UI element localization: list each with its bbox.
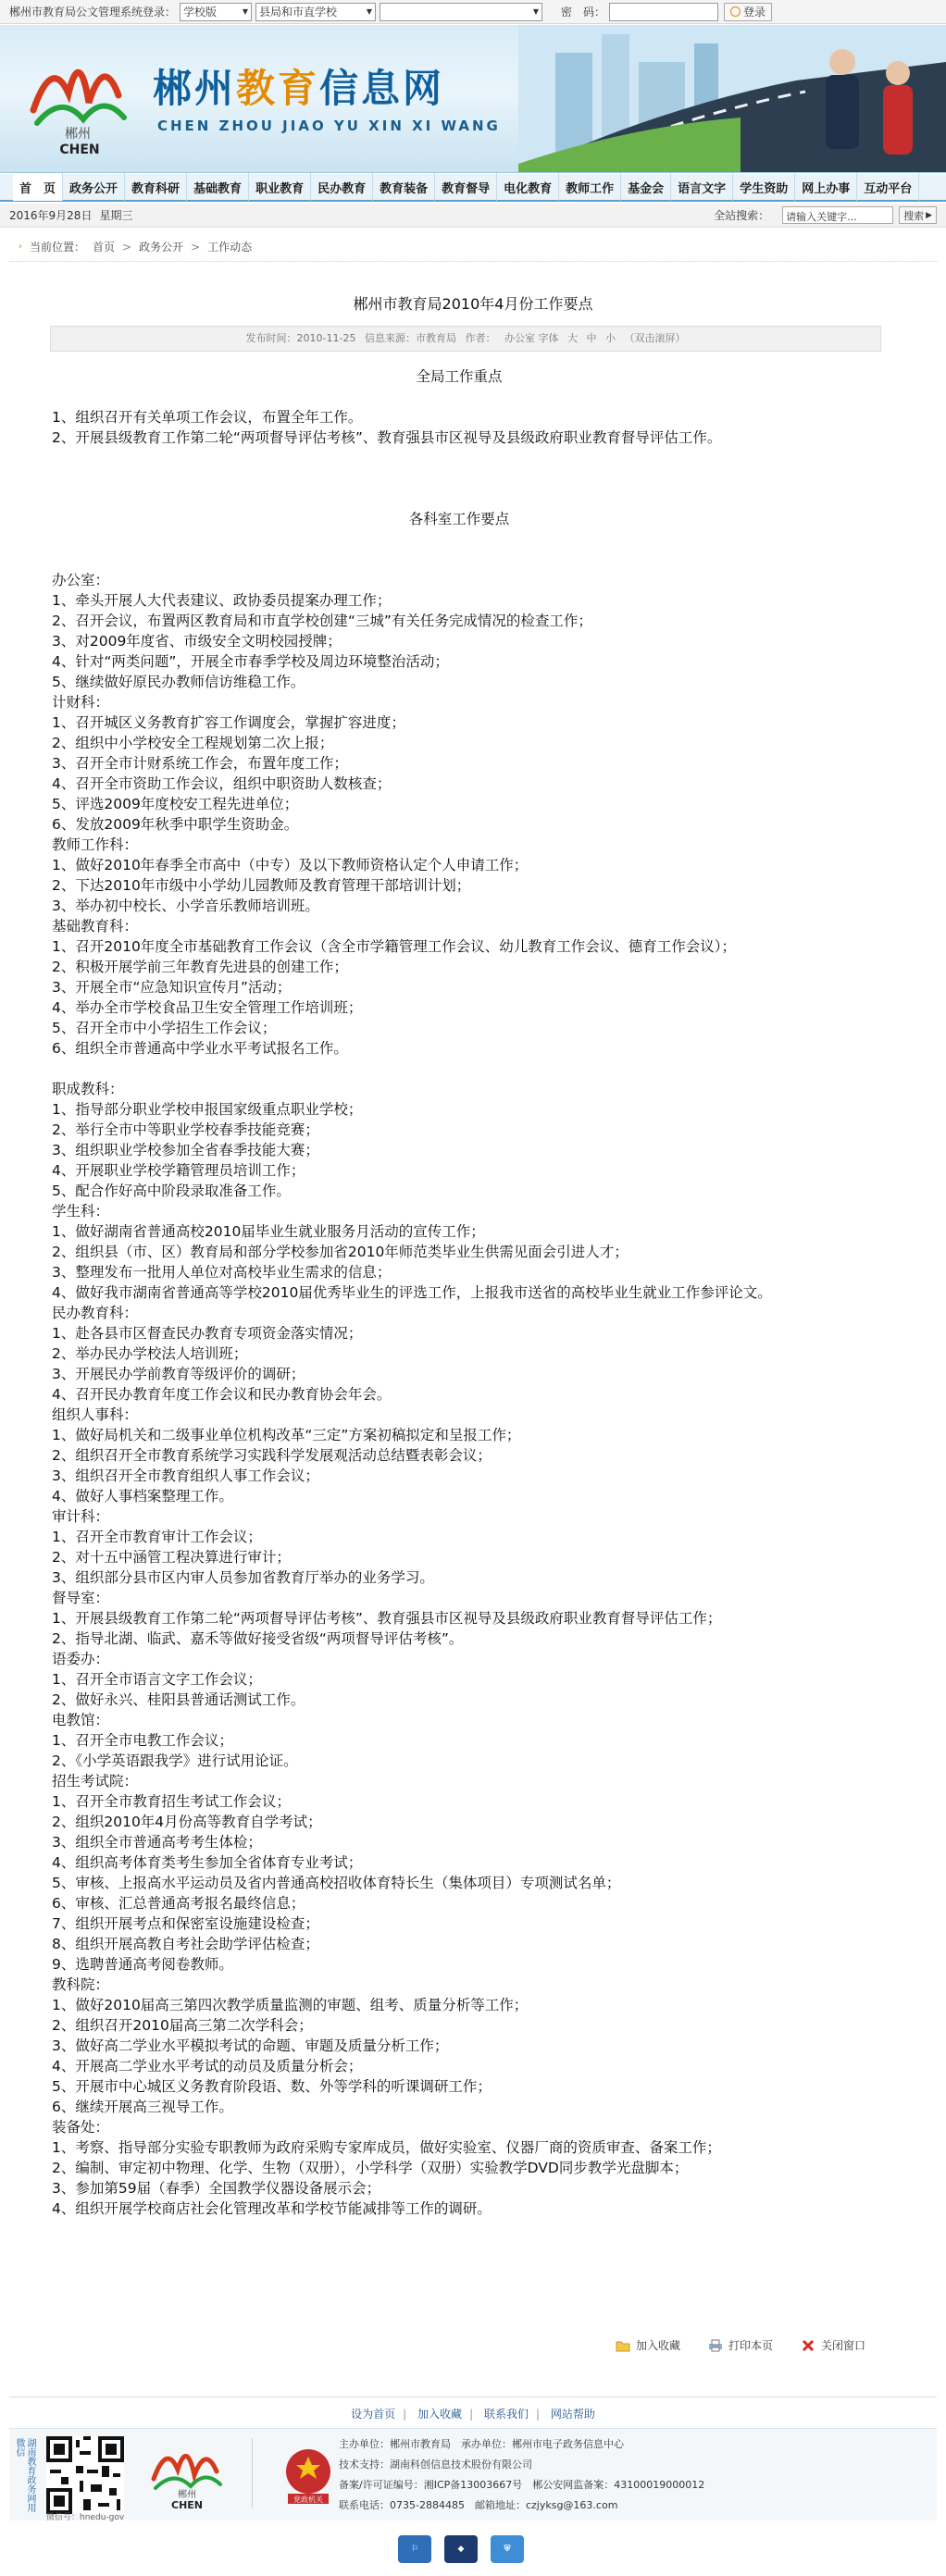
footer-link-homepage[interactable]: 设为首页 (351, 2408, 396, 2421)
article-meta (50, 326, 881, 352)
add-favorite-button[interactable] (616, 2337, 680, 2353)
arrow-right-icon: › (19, 242, 22, 252)
arrow-right-icon: ▶ (926, 210, 932, 220)
article-line: 1、做好局机关和二级事业单位机构改革“三定”方案初稿拟定和呈报工作； (52, 1427, 521, 1443)
section-heading: 全局工作重点 (416, 368, 503, 385)
meta-published: 发布时间：2010-11-25 (245, 332, 356, 344)
article-tools (616, 2337, 865, 2353)
current-weekday: 星期三 (99, 209, 133, 222)
footer-separator: | (535, 2408, 540, 2421)
article-line: 1、召开全市电教工作会议； (52, 1732, 233, 1749)
login-bar (0, 0, 946, 24)
print-button[interactable] (708, 2337, 773, 2353)
nav-item[interactable]: 政务公开 (63, 173, 125, 201)
password-label: 密 码： (561, 6, 606, 19)
close-window-label: 关闭窗口 (821, 2339, 866, 2352)
article-line: 装备处： (52, 2119, 110, 2136)
banner-scene (518, 25, 946, 173)
article-line: 3、整理发布一批用人单位对高校毕业生需求的信息； (52, 1264, 392, 1281)
breadcrumb-home[interactable]: 首页 (93, 241, 116, 254)
font-size-medium[interactable]: 中 (586, 332, 597, 344)
article-line: 教师工作科： (52, 836, 139, 853)
article-line: 6、组织全市普通高中学业水平考试报名工作。 (52, 1040, 348, 1057)
folder-icon (616, 2339, 630, 2352)
article-line: 基础教育科： (52, 918, 139, 935)
article-line: 1、考察、指导部分实验专职教师为政府采购专家库成员，做好实验室、仪器厂商的资质审查、备案工作； (52, 2139, 721, 2156)
print-label: 打印本页 (728, 2339, 774, 2352)
article-line: 1、组织召开有关单项工作会议，布置全年工作。 (52, 409, 363, 426)
breadcrumb (19, 239, 252, 254)
footer-link-help[interactable]: 网站帮助 (550, 2408, 595, 2421)
article-line: 3、对2009年度省、市级安全文明校园授牌； (52, 633, 342, 650)
article-line: 5、召开全市中小学招生工作会议； (52, 1020, 277, 1036)
site-title (153, 58, 444, 114)
article-line: 1、召开全市教育招生考试工作会议； (52, 1793, 291, 1810)
article-line: 3、开展民办学前教育等级评价的调研； (52, 1366, 305, 1382)
article-line: 9、选聘普通高考阅卷教师。 (52, 1956, 233, 1973)
nav-item[interactable]: 电化教育 (497, 173, 559, 201)
password-input[interactable] (609, 3, 718, 21)
footer-contact: 联系电话：0735-2884485 邮箱地址：czjyksg@163.com (339, 2499, 618, 2511)
logo-text: 郴州 (65, 127, 91, 142)
nav-item[interactable]: 首 页 (13, 173, 63, 201)
article-line: 民办教育科： (52, 1305, 139, 1321)
article-line: 办公室： (52, 572, 110, 588)
qr-caption: 湖南教育政务网用微信 (14, 2438, 35, 2512)
site-logo[interactable] (24, 38, 135, 158)
site-subtitle: CHEN ZHOU JIAO YU XIN XI WANG (157, 118, 501, 134)
footer-icp: 备案/许可证编号：湘ICP备13003667号 郴公安网监备案：43100019000012 (339, 2479, 705, 2491)
article-line: 2、组织中小学校安全工程规划第二次上报； (52, 735, 334, 751)
article-line: 2、开展县级教育工作第二轮“两项督导评估考核”、教育强县市区视导及县级政府职业教育督导评估工作。 (52, 429, 722, 446)
district-select[interactable] (255, 3, 376, 21)
article-line: 3、举办初中校长、小学音乐教师培训班。 (52, 898, 319, 914)
close-icon (801, 2339, 815, 2352)
footer-sponsor: 主办单位：郴州市教育局 承办单位：郴州市电子政务信息中心 (339, 2438, 624, 2450)
article-line: 8、组织开展高教自考社会助学评估检查； (52, 1936, 319, 1952)
search-button[interactable] (899, 206, 937, 224)
article-line: 5、审核、上报高水平运动员及省内普通高校招收体育特长生（集体项目）专项测试名单； (52, 1875, 621, 1891)
article-line: 5、开展市中心城区义务教育阶段语、数、外等学科的听课调研工作； (52, 2078, 492, 2095)
site-title-highlight: 教育 (236, 66, 320, 111)
article-line: 2、组织召开全市教育系统学习实践科学发展观活动总结暨表彰会议； (52, 1447, 492, 1464)
article-line: 督导室： (52, 1590, 110, 1606)
breadcrumb-divider (9, 261, 937, 262)
article-line: 3、开展全市“应急知识宣传月”活动； (52, 979, 292, 996)
article-line: 3、组织召开全市教育组织人事工作会议； (52, 1468, 319, 1484)
article-line: 2、组织召开2010届高三第二次学科会； (52, 2017, 313, 2034)
chevron-down-icon: ▼ (532, 7, 540, 16)
section-list (52, 570, 866, 2219)
article-line: 2、积极开展学前三年教育先进县的创建工作； (52, 959, 348, 975)
footer-link-contact[interactable]: 联系我们 (483, 2408, 529, 2421)
article-line: 1、做好2010届高三第四次教学质量监测的审题、组考、质量分析等工作； (52, 1997, 529, 2013)
footer-logo-sub: CHEN (171, 2499, 203, 2510)
footer-badges (398, 2535, 524, 2563)
article-line: 4、开展高二学业水平考试的动员及质量分析会； (52, 2058, 363, 2074)
article-line: 3、组织全市普通高考考生体检； (52, 1834, 262, 1851)
article-line: 1、指导部分职业学校申报国家级重点职业学校； (52, 1101, 363, 1118)
login-label: 郴州市教育局公文管理系统登录： (9, 6, 177, 19)
site-title-part2: 信息网 (319, 66, 445, 111)
nav-item[interactable]: 语言文字 (671, 173, 733, 201)
badge-text: 党政机关 (293, 2496, 323, 2504)
section-list (52, 407, 866, 448)
nav-item[interactable]: 基金会 (621, 173, 671, 201)
article-line: 教科院： (52, 1976, 110, 1993)
footer-logo-text: 郴州 (178, 2490, 196, 2500)
police-badge-icon[interactable]: ⚐ (398, 2535, 431, 2563)
article-line: 计财科： (52, 694, 110, 711)
article-line: 4、开展职业学校学籍管理员培训工作； (52, 1162, 305, 1179)
nav-item[interactable]: 民办教育 (311, 173, 373, 201)
article-line: 3、组织职业学校参加全省春季技能大赛； (52, 1142, 319, 1158)
main-nav (0, 174, 946, 202)
article-line: 2、《小学英语跟我学》进行试用论证。 (52, 1752, 298, 1769)
article-line: 2、编制、审定初中物理、化学、生物（双册），小学科学（双册）实验教学DVD同步教学光盘脚本； (52, 2160, 689, 2176)
nav-item[interactable]: 网上办事 (795, 173, 857, 201)
article-line: 1、召开全市教育审计工作会议； (52, 1529, 262, 1545)
nav-item[interactable]: 教育科研 (125, 173, 187, 201)
footer-logo (146, 2436, 230, 2510)
breadcrumb-current[interactable]: 工作动态 (207, 241, 253, 254)
current-date: 2016年9月28日 (9, 209, 93, 222)
article-line: 1、召开2010年度全市基础教育工作会议（含全市学籍管理工作会议、幼儿教育工作会议、德育工作会议）； (52, 938, 737, 955)
article-line: 组织人事科： (52, 1406, 139, 1423)
article-line: 审计科： (52, 1508, 110, 1525)
font-size-large[interactable]: 大 (566, 332, 578, 344)
breadcrumb-separator: > (191, 240, 201, 254)
footer (9, 2428, 937, 2520)
banner (0, 25, 946, 173)
site-title-part1: 郴州 (153, 66, 237, 111)
chevron-down-icon: ▼ (242, 7, 249, 16)
login-button[interactable] (724, 3, 772, 21)
district-value: 县局和市直学校 (259, 6, 338, 19)
article-body (52, 366, 866, 2219)
breadcrumb-label: 当前位置： (30, 241, 86, 254)
article-line: 6、发放2009年秋季中职学生资助金。 (52, 816, 299, 833)
article-line: 3、参加第59届（春季）全国教学仪器设备展示会； (52, 2180, 381, 2197)
gov-badge[interactable] (282, 2447, 334, 2505)
article-line: 2、组织2010年4月份高等教育自学考试； (52, 1814, 322, 1830)
article-line: 1、召开全市语言文字工作会议； (52, 1671, 262, 1688)
article-line: 职成教科： (52, 1081, 124, 1097)
section-heading: 各科室工作要点 (408, 511, 510, 527)
article-line: 4、召开民办教育年度工作会议和民办教育协会年会。 (52, 1386, 392, 1403)
print-icon (708, 2339, 723, 2352)
meta-author: 作者： (465, 332, 496, 344)
footer-info (339, 2434, 704, 2516)
article-line: 2、召开会议，布置两区教育局和市直学校创建“三城”有关任务完成情况的检查工作； (52, 613, 592, 629)
qr-wechat-id: 微信号：hnedu-gov (46, 2513, 125, 2522)
article-line: 4、针对“两类问题”，开展全市春季学校及周边环境整治活动； (52, 653, 449, 670)
article-line: 1、召开城区义务教育扩容工作调度会，掌握扩容进度； (52, 714, 405, 731)
article-line: 3、组织部分县市区内审人员参加省教育厅举办的业务学习。 (52, 1569, 434, 1586)
article-line: 7、组织开展考点和保密室设施建设检查； (52, 1915, 319, 1932)
footer-tech-support: 技术支持：湖南科创信息技术股份有限公司 (339, 2458, 532, 2471)
chevron-down-icon: ▼ (366, 7, 373, 16)
article-line: 语委办： (52, 1651, 110, 1667)
security-badge-icon[interactable]: ◆ (444, 2535, 478, 2563)
nav-item[interactable]: 教育督导 (435, 173, 497, 201)
meta-dblclick-hint: （双击滚屏） (624, 332, 686, 344)
article-line: 1、开展县级教育工作第二轮“两项督导评估考核”、教育强县市区视导及县级政府职业教育督导评估工作； (52, 1610, 722, 1627)
article-line (52, 1059, 866, 1079)
meta-source: 信息来源：市教育局 (364, 332, 456, 344)
article-line: 2、组织县（市、区）教育局和部分学校参加省2010年师范类毕业生供需见面会引进人才； (52, 1244, 629, 1260)
add-favorite-label: 加入收藏 (636, 2339, 681, 2352)
unit-type-value: 学校版 (183, 6, 218, 19)
nav-item[interactable]: 教育装备 (373, 173, 435, 201)
nav-item[interactable]: 基础教育 (187, 173, 249, 201)
article-line: 1、牵头开展人大代表建议、政协委员提案办理工作； (52, 592, 392, 609)
search-input[interactable]: 请输入关键字... (782, 206, 893, 224)
article-line: 5、配合作好高中阶段录取准备工作。 (52, 1183, 291, 1199)
close-window-button[interactable] (801, 2337, 865, 2353)
nav-item[interactable]: 教师工作 (559, 173, 621, 201)
logo-sub: CHEN (59, 142, 100, 157)
nav-item[interactable]: 互动平台 (857, 173, 919, 201)
footer-divider (9, 2396, 937, 2397)
spacer (52, 448, 866, 509)
article-line: 2、指导北湖、临武、嘉禾等做好接受省级“两项督导评估考核”。 (52, 1630, 464, 1647)
article-line: 1、赴各县市区督查民办教育专项资金落实情况； (52, 1325, 363, 1342)
article-line: 2、举行全市中等职业学校春季技能竞赛； (52, 1121, 319, 1138)
breadcrumb-category[interactable]: 政务公开 (139, 241, 184, 254)
article-line: 电教馆： (52, 1712, 110, 1728)
clock-icon (730, 6, 741, 17)
nav-item[interactable]: 职业教育 (249, 173, 311, 201)
search-button-label: 搜索 (903, 209, 925, 222)
unit-select[interactable] (380, 3, 542, 21)
article-line: 1、做好湖南省普通高校2010届毕业生就业服务月活动的宣传工作； (52, 1223, 485, 1240)
article-line: 招生考试院： (52, 1773, 139, 1790)
article-line: 2、下达2010年市级中小学幼儿园教师及教育管理干部培训计划； (52, 877, 471, 894)
qr-code (46, 2436, 124, 2514)
article-line: 2、对十五中涵管工程决算进行审计； (52, 1549, 291, 1566)
article-line: 4、组织开展学校商店社会化管理改革和学校节能减排等工作的调研。 (52, 2200, 492, 2217)
footer-separator: | (469, 2408, 474, 2421)
shield-icon[interactable]: ⛨ (491, 2535, 524, 2563)
article-line: 学生科： (52, 1203, 110, 1220)
footer-links (0, 2406, 946, 2421)
article-line: 4、举办全市学校食品卫生安全管理工作培训班； (52, 999, 363, 1016)
article-title: 郴州市教育局2010年4月份工作要点 (353, 295, 593, 313)
footer-link-favorite[interactable]: 加入收藏 (417, 2408, 463, 2421)
article-line: 5、继续做好原民办教师信访维稳工作。 (52, 674, 305, 690)
article-line: 1、做好2010年春季全市高中（中专）及以下教师资格认定个人申请工作； (52, 857, 529, 873)
unit-type-select[interactable] (180, 3, 252, 21)
article-line: 2、做好永兴、桂阳县普通话测试工作。 (52, 1691, 305, 1708)
font-size-small[interactable]: 小 (604, 332, 616, 344)
article-line: 4、做好我市湖南省普通高等学校2010届优秀毕业生的评选工作，上报我市送省的高校毕业生就业工作参评论文。 (52, 1284, 772, 1301)
article-line: 6、审核、汇总普通高考报名最终信息； (52, 1895, 305, 1912)
meta-editor: 办公室 字体 (504, 332, 559, 344)
article-line: 3、做好高二学业水平模拟考试的命题、审题及质量分析工作； (52, 2037, 449, 2054)
article-line: 2、举办民办学校法人培训班； (52, 1345, 248, 1362)
breadcrumb-separator: > (122, 240, 132, 254)
search-label: 全站搜索： (714, 209, 770, 222)
footer-vertical-divider (252, 2438, 253, 2508)
date-bar (0, 204, 946, 228)
article-line: 4、召开全市资助工作会议，组织中职资助人数核查； (52, 775, 392, 792)
article-line: 3、召开全市计财系统工作会，布置年度工作； (52, 755, 348, 772)
article-line: 6、继续开展高三视导工作。 (52, 2099, 233, 2115)
nav-item[interactable]: 学生资助 (733, 173, 795, 201)
login-button-label: 登录 (743, 6, 766, 19)
footer-separator: | (403, 2408, 407, 2421)
article-line: 4、组织高考体育类考生参加全省体育专业考试； (52, 1854, 363, 1871)
article-line: 5、评选2009年度校安工程先进单位； (52, 796, 299, 812)
article-line: 4、做好人事档案整理工作。 (52, 1488, 233, 1505)
